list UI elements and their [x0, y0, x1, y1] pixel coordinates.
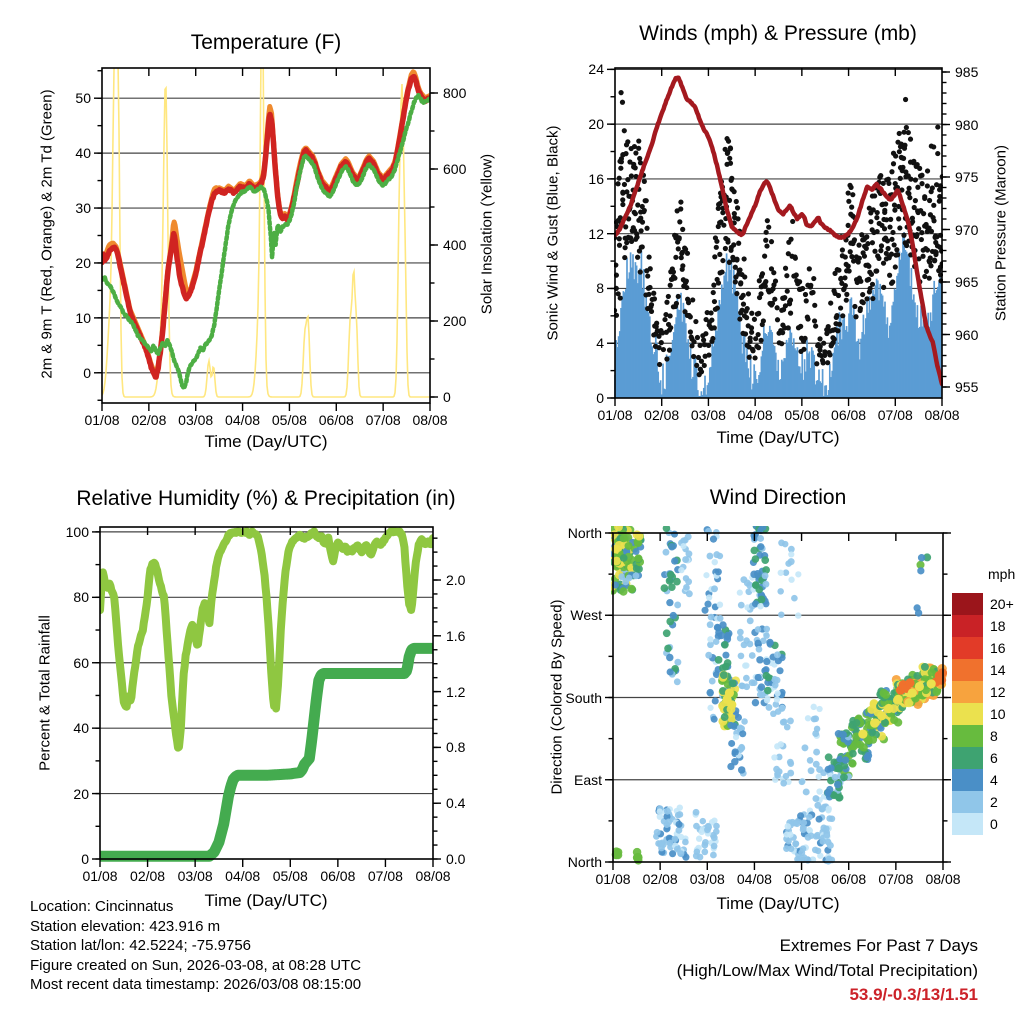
temp-x-tick: 06/08 — [318, 412, 354, 428]
colorbar-cell-4 — [952, 769, 983, 791]
humidity-left-axis-label: Percent & Total Rainfall — [36, 615, 54, 771]
temp-y-tick: 10 — [75, 309, 91, 326]
humidity-x-tick: 07/08 — [367, 868, 403, 884]
wind-x-tick: 06/08 — [831, 407, 867, 423]
humidity-x-tick: 01/08 — [82, 868, 118, 884]
direction-y-tick: South — [565, 689, 602, 706]
temp-y-tick: 20 — [75, 254, 91, 271]
direction-x-tick: 08/08 — [925, 871, 961, 887]
colorbar-title: mph — [988, 566, 1016, 582]
humidity-x-tick: 05/08 — [272, 868, 308, 884]
temp-x-tick: 03/08 — [178, 412, 214, 428]
humidity-y-tick: 20 — [73, 785, 89, 802]
pressure-y-tick: 955 — [955, 379, 979, 395]
station-latlon: Station lat/lon: 42.5224; -75.9756 — [30, 937, 252, 954]
wind-direction-x-axis-label: Time (Day/UTC) — [716, 894, 840, 913]
colorbar-cell-2 — [952, 791, 983, 813]
colorbar-cell-8 — [952, 725, 983, 747]
colorbar-label: 10 — [990, 706, 1006, 722]
solar-y-tick: 600 — [443, 161, 467, 177]
wind-y-tick: 20 — [588, 116, 604, 133]
solar-y-tick: 800 — [443, 85, 467, 101]
direction-x-tick: 05/08 — [784, 871, 820, 887]
colorbar-cell-6 — [952, 747, 983, 769]
solar-y-tick: 200 — [443, 313, 467, 329]
speed-colorbar — [952, 593, 1014, 835]
direction-x-tick: 07/08 — [878, 871, 914, 887]
station-elevation: Station elevation: 423.916 m — [30, 917, 221, 935]
humidity-x-tick: 02/08 — [130, 868, 166, 884]
temp-y-tick: 40 — [75, 145, 91, 162]
temp-x-tick: 01/08 — [84, 412, 120, 428]
precip-y-tick: 0.0 — [446, 851, 466, 867]
colorbar-cell-18 — [952, 615, 983, 637]
wind-y-tick: 16 — [588, 170, 604, 187]
colorbar-label: 2 — [990, 794, 998, 810]
direction-y-tick: North — [567, 854, 602, 870]
humidity-chart-title: Relative Humidity (%) & Precipitation (in) — [76, 487, 456, 510]
wind-x-tick: 05/08 — [784, 407, 820, 423]
humidity-y-tick: 0 — [81, 851, 89, 867]
temperature-left-axis-label: 2m & 9m T (Red, Orange) & 2m Td (Green) — [38, 89, 56, 379]
pressure-right-axis-label: Station Pressure (Maroon) — [992, 145, 1010, 321]
humidity-x-tick: 04/08 — [225, 868, 261, 884]
direction-x-tick: 01/08 — [595, 871, 631, 887]
precip-y-tick: 1.6 — [446, 627, 466, 644]
humidity-y-tick: 40 — [73, 720, 89, 737]
precip-y-tick: 0.4 — [446, 795, 466, 812]
wind-y-tick: 8 — [596, 280, 604, 297]
data-timestamp: Most recent data timestamp: 2026/03/08 08:15:00 — [30, 976, 362, 993]
humidity-y-tick: 60 — [73, 654, 89, 671]
wind-left-axis-label: Sonic Wind & Gust (Blue, Black) — [544, 125, 562, 341]
direction-x-tick: 03/08 — [689, 871, 725, 887]
wind-y-tick: 0 — [596, 390, 604, 406]
direction-x-tick: 04/08 — [736, 871, 772, 887]
wind-x-tick: 01/08 — [597, 407, 633, 423]
extremes-title: Extremes For Past 7 Days — [779, 936, 978, 955]
colorbar-cell-10 — [952, 703, 983, 725]
wind-x-tick: 07/08 — [877, 407, 913, 423]
temp-x-tick: 02/08 — [131, 412, 167, 428]
extremes-summary — [677, 934, 978, 1008]
temp-y-tick: 50 — [75, 90, 91, 107]
wind-x-tick: 08/08 — [924, 407, 960, 423]
wind-y-tick: 24 — [588, 61, 604, 78]
wind-x-tick: 03/08 — [690, 407, 726, 423]
wind-direction-chart-title: Wind Direction — [709, 486, 847, 509]
extremes-values: 53.9/-0.3/13/1.51 — [849, 985, 978, 1004]
winds-chart-title: Winds (mph) & Pressure (mb) — [639, 22, 917, 45]
humidity-x-tick: 06/08 — [320, 868, 356, 884]
colorbar-label: 8 — [990, 728, 998, 744]
colorbar-cell-0 — [952, 813, 983, 835]
precip-y-tick: 0.8 — [446, 739, 466, 756]
station-info — [30, 897, 361, 995]
pressure-y-tick: 965 — [955, 274, 979, 290]
temp-y-tick: 30 — [75, 200, 91, 217]
humidity-x-axis-label: Time (Day/UTC) — [204, 891, 328, 910]
wind-y-tick: 4 — [596, 335, 604, 352]
colorbar-label: 6 — [990, 750, 998, 766]
pressure-y-tick: 980 — [955, 116, 979, 133]
colorbar-label: 0 — [990, 816, 998, 832]
direction-x-tick: 02/08 — [642, 871, 678, 887]
colorbar-cell-16 — [952, 637, 983, 659]
colorbar-label: 14 — [990, 662, 1006, 678]
temp-x-tick: 07/08 — [365, 412, 401, 428]
humidity-y-tick: 100 — [65, 523, 89, 540]
colorbar-cell-20+ — [952, 593, 983, 615]
colorbar-label: 18 — [990, 618, 1006, 634]
temp-y-tick: 0 — [83, 364, 91, 381]
pressure-y-tick: 970 — [955, 221, 979, 238]
colorbar-label: 20+ — [990, 596, 1014, 612]
colorbar-cell-14 — [952, 659, 983, 681]
precip-y-tick: 2.0 — [446, 572, 466, 588]
precip-y-tick: 1.2 — [446, 683, 466, 700]
temp-x-tick: 04/08 — [225, 412, 261, 428]
colorbar-cell-12 — [952, 681, 983, 703]
humidity-y-tick: 80 — [73, 589, 89, 606]
station-location: Location: Cincinnatus — [30, 898, 174, 915]
colorbar-label: 16 — [990, 640, 1006, 656]
solar-y-tick: 400 — [443, 237, 467, 253]
extremes-subtitle: (High/Low/Max Wind/Total Precipitation) — [676, 960, 978, 980]
direction-y-tick: East — [573, 771, 602, 788]
direction-left-axis-label: Direction (Colored By Speed) — [548, 599, 566, 795]
direction-x-tick: 06/08 — [831, 871, 867, 887]
direction-y-tick: North — [567, 525, 602, 541]
colorbar-label: 4 — [990, 772, 998, 788]
solar-right-axis-label: Solar Insolation (Yellow) — [478, 153, 496, 315]
figure-created: Figure created on Sun, 2026-03-08, at 08:28 UTC — [30, 956, 362, 974]
wind-x-tick: 02/08 — [644, 407, 680, 423]
winds-x-axis-label: Time (Day/UTC) — [716, 428, 840, 447]
temp-x-tick: 05/08 — [271, 412, 307, 428]
wind-y-tick: 12 — [588, 225, 604, 242]
temperature-chart-title: Temperature (F) — [190, 31, 342, 54]
pressure-y-tick: 985 — [955, 64, 979, 80]
temp-x-tick: 08/08 — [412, 412, 448, 428]
direction-y-tick: West — [570, 607, 602, 624]
colorbar-label: 12 — [990, 684, 1006, 700]
wind-x-tick: 04/08 — [737, 407, 773, 423]
temperature-x-axis-label: Time (Day/UTC) — [204, 432, 328, 451]
pressure-y-tick: 960 — [955, 326, 979, 343]
humidity-x-tick: 03/08 — [177, 868, 213, 884]
solar-y-tick: 0 — [443, 389, 451, 405]
pressure-y-tick: 975 — [955, 169, 979, 185]
humidity-x-tick: 08/08 — [415, 868, 451, 884]
